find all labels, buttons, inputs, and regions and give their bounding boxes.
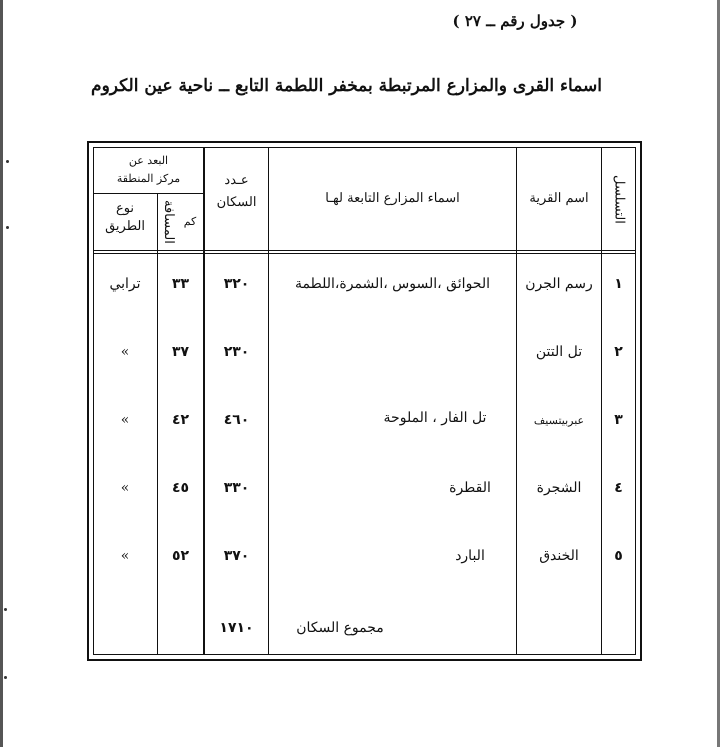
total-label: مجموع السكان — [296, 620, 384, 637]
row-2-farms — [269, 342, 516, 364]
row-1-population: ٣٢٠ — [223, 276, 250, 293]
row-4-distance: ٤٥ — [171, 480, 190, 497]
total-value: ١٧١٠ — [219, 620, 254, 637]
header-distance-unit: كم — [183, 215, 197, 229]
header-population-line1: عـدد — [224, 172, 249, 188]
row-1-farms: الحوائق ،السوس ،الشمرة،اللطمة — [295, 276, 490, 293]
margin-mark — [6, 226, 9, 229]
row-1-serial: ١ — [614, 276, 623, 293]
row-2-village: تل التتن — [535, 344, 583, 361]
column-divider — [203, 147, 204, 655]
row-3-road-type: » — [120, 412, 130, 429]
row-3-farms: تل الفار ، الملوحة — [383, 410, 487, 427]
row-2-road-type: » — [120, 344, 130, 361]
row-1-road-type: ترابي — [109, 276, 141, 293]
row-3-village: عبربيتسيف — [533, 414, 585, 428]
row-5-population: ٣٧٠ — [223, 548, 250, 565]
header-serial: التسلسل — [611, 174, 627, 224]
row-4-road-type: » — [120, 480, 130, 497]
header-farms: اسماء المزارع التابعة لهـا — [325, 190, 460, 206]
row-5-village: الخندق — [539, 548, 579, 565]
header-population-line2: السكان — [216, 194, 257, 210]
row-2-population: ٢٣٠ — [223, 344, 250, 361]
row-5-serial: ٥ — [614, 548, 623, 565]
header-distance-group-line2: مركز المنطقة — [116, 172, 181, 186]
column-divider — [204, 147, 205, 655]
row-2-serial: ٢ — [614, 344, 623, 361]
row-5-distance: ٥٢ — [171, 548, 190, 565]
row-1-distance: ٣٣ — [171, 276, 190, 293]
row-4-population: ٣٣٠ — [223, 480, 250, 497]
row-4-farms: القطرة — [449, 480, 491, 497]
row-3-distance: ٤٢ — [171, 412, 190, 429]
header-road-type-line1: نوع — [115, 200, 135, 216]
header-village: اسم القرية — [529, 190, 589, 206]
page-title: اسماء القرى والمزارع المرتبطة بمخفر اللطمة التابع ــ ناحية عين الكروم — [91, 76, 602, 96]
row-4-village: الشجرة — [536, 480, 582, 497]
row-1-village: رسم الجرن — [525, 276, 593, 293]
margin-mark — [4, 676, 7, 679]
header-distance: المسافة — [161, 200, 177, 244]
header-bottom-rule — [93, 250, 636, 251]
row-2-distance: ٣٧ — [171, 344, 190, 361]
table-number: ( جدول رقم ــ ٢٧ ) — [452, 12, 578, 30]
margin-mark — [4, 608, 7, 611]
row-5-road-type: » — [120, 548, 130, 565]
row-5-farms: البارد — [455, 548, 485, 565]
header-distance-group-line1: البعد عن — [128, 154, 169, 168]
row-3-population: ٤٦٠ — [223, 412, 250, 429]
header-road-type-line2: الطريق — [105, 218, 145, 234]
margin-mark — [6, 160, 9, 163]
header-subdivider — [93, 193, 204, 194]
row-3-serial: ٣ — [614, 412, 623, 429]
header-bottom-rule — [93, 253, 636, 254]
page-left-border — [0, 0, 3, 747]
row-4-serial: ٤ — [614, 480, 623, 497]
